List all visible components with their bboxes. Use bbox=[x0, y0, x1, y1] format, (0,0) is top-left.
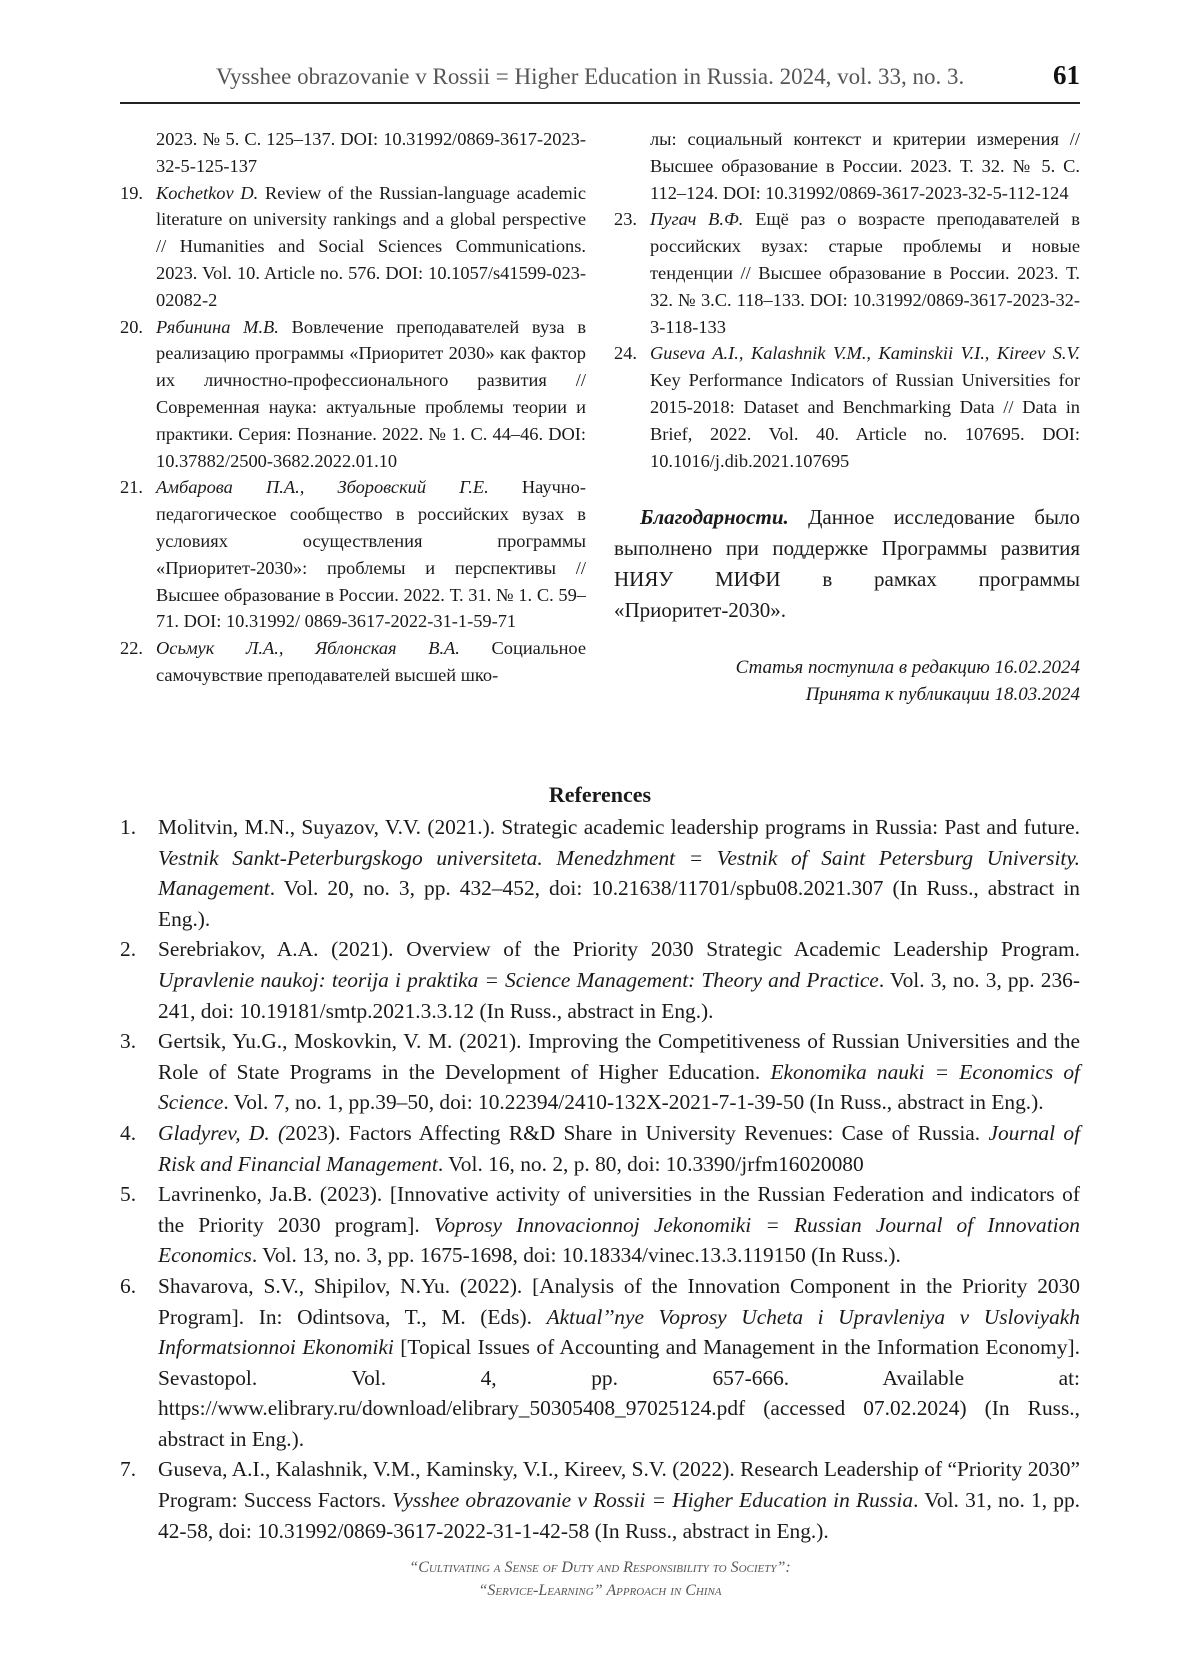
reference-en-7 bbox=[120, 1454, 1080, 1546]
reference-text: Guseva, A.I., Kalashnik, V.M., Kaminsky, V.I., Kireev, S.V. (2022). Research Leadership of “Priority 2030” Program: Success Factors. bbox=[158, 1457, 1080, 1513]
reference-details: [Topical Issues of Accounting and Management in the Information Economy]. Sevastopol. Vol. 4, pp. 657-666. Available at: https://www.elibrary.ru/download/elibrary_50305408_97025124.pdf (accessed 07.02.2024) (In Russ., abstract in Eng.). bbox=[158, 1335, 1080, 1451]
reference-text: Shavarova, S.V., Shipilov, N.Yu. (2022). [Analysis of the Innovation Component in the Priority 2030 Program]. In: Odintsova, T., M. (Eds). bbox=[158, 1273, 1080, 1329]
acknowledgment-text: Данное исследование было выполнено при поддержке Программы развития НИЯУ МИФИ в рамках программы «Приоритет-2030». bbox=[614, 505, 1080, 623]
reference-number: 7. bbox=[120, 1457, 137, 1482]
reference-source: Upravlenie naukoj: teorija i praktika = Science Management: Theory and Practice bbox=[158, 967, 879, 992]
reference-details: . Vol. 20, no. 3, pp. 432–452, doi: 10.21638/11701/spbu08.2021.307 (In Russ., abstract in Eng.). bbox=[158, 876, 1080, 931]
running-header bbox=[120, 58, 1080, 104]
reference-author: Осьмук Л.А., Яблонская В.А. bbox=[156, 638, 460, 659]
reference-author: Kochetkov D. bbox=[156, 182, 259, 203]
footer-line-2: “Service-Learning” Approach in China bbox=[478, 1582, 722, 1599]
references-list bbox=[120, 812, 1080, 1546]
reference-en-2 bbox=[120, 934, 1080, 1026]
reference-details: . Vol. 16, no. 2, p. 80, doi: 10.3390/jrfm16020080 bbox=[437, 1151, 864, 1176]
article-dates bbox=[614, 654, 1080, 708]
reference-item-21 bbox=[120, 474, 586, 635]
reference-number: 22. bbox=[120, 638, 143, 659]
reference-number: 1. bbox=[120, 815, 137, 839]
running-footer bbox=[120, 1556, 1080, 1602]
reference-author: Рябинина М.В. bbox=[156, 316, 279, 337]
footer-line-1: “Cultivating a Sense of Duty and Responsibility to Society”: bbox=[409, 1559, 791, 1576]
reference-text: Научно-педагогическое сообщество в российских вузах в условиях осуществления программы «Приоритет-2030»: проблемы и перспективы // Высшее образование в России. 2022. Т. 31. № 1. С. 59–71. DOI: 10.31992/ 0869-3617-2022-31-1-59-71 bbox=[156, 477, 587, 632]
acknowledgment-label: Благодарности. bbox=[640, 505, 789, 530]
reference-author: Guseva A.I., Kalashnik V.M., Kaminskii V.I., Kireev S.V. bbox=[650, 343, 1080, 364]
reference-number: 6. bbox=[120, 1273, 137, 1298]
reference-text: Molitvin, M.N., Suyazov, V.V. (2021.). Strategic academic leadership programs in Russia: Past and future. bbox=[158, 815, 1080, 839]
reference-text: Lavrinenko, Ja.B. (2023). [Innovative activity of universities in the Russian Federation and indicators of the Priority 2030 program]. bbox=[158, 1182, 1080, 1237]
accepted-date: Принята к публикации 18.03.2024 bbox=[805, 684, 1080, 706]
reference-item-24 bbox=[614, 340, 1080, 474]
reference-details: . Vol. 7, no. 1, pp.39–50, doi: 10.22394/2410-132X-2021-7-1-39-50 (In Russ., abstract in Eng.). bbox=[223, 1090, 1044, 1115]
reference-text: Gertsik, Yu.G., Moskovkin, V. M. (2021). Improving the Competitiveness of Russian Universities and the Role of State Programs in the Development of Higher Education. bbox=[158, 1029, 1080, 1084]
reference-item-19 bbox=[120, 180, 586, 314]
reference-text: Key Performance Indicators of Russian Universities for 2015-2018: Dataset and Benchmarking Data // Data in Brief, 2022. Vol. 40. Article no. 107695. DOI: 10.1016/j.dib.2021.107695 bbox=[650, 370, 1080, 471]
received-date: Статья поступила в редакцию 16.02.2024 bbox=[735, 657, 1080, 679]
reference-source: Vysshee obrazovanie v Rossii = Higher Education in Russia bbox=[392, 1488, 914, 1513]
reference-source: Journal of Risk and Financial Management bbox=[158, 1120, 1081, 1176]
left-column bbox=[120, 126, 586, 689]
reference-number: 3. bbox=[120, 1029, 137, 1054]
reference-number: 5. bbox=[120, 1182, 137, 1207]
reference-source: Aktual’’nye Voprosy Ucheta i Upravleniya v Usloviyakh Informatsionnoi Ekonomiki bbox=[158, 1304, 1080, 1360]
reference-text: Вовлечение преподавателей вуза в реализацию программы «Приоритет 2030» как фактор их личностно-профессионального развития // Современная наука: актуальные проблемы теории и практики. Серия: Познание. 2022. № 1. С. 44–46. DOI: 10.37882/2500-3682.2022.01.10 bbox=[156, 316, 586, 471]
reference-author: Пугач В.Ф. bbox=[650, 209, 744, 230]
journal-title: Vysshee obrazovanie v Rossii = Higher Education in Russia. 2024, vol. 33, no. 3. bbox=[216, 64, 965, 89]
reference-source: Voprosy Innovacionnoj Jekonomiki = Russian Journal of Innovation Economics bbox=[158, 1212, 1081, 1268]
reference-number: 2. bbox=[120, 937, 137, 962]
page-number: 61 bbox=[1053, 60, 1080, 90]
reference-text: Социальное самочувствие преподавателей высшей шко- bbox=[156, 638, 586, 685]
reference-number: 24. bbox=[614, 343, 637, 364]
reference-source: Ekonomika nauki = Economics of Science bbox=[158, 1059, 1080, 1115]
reference-number: 4. bbox=[120, 1120, 137, 1145]
reference-number: 19. bbox=[120, 182, 143, 203]
reference-details: . Vol. 31, no. 1, pp. 42-58, doi: 10.31992/0869-3617-2022-31-1-42-58 (In Russ., abstract in Eng.). bbox=[158, 1488, 1080, 1543]
reference-item-23 bbox=[614, 206, 1080, 340]
right-column bbox=[614, 126, 1080, 708]
reference-en-4 bbox=[120, 1118, 1080, 1179]
reference-en-3 bbox=[120, 1026, 1080, 1118]
reference-author: Амбарова П.А., Зборовский Г.Е. bbox=[156, 477, 489, 498]
reference-number: 20. bbox=[120, 316, 143, 337]
reference-number: 23. bbox=[614, 209, 637, 230]
reference-continuation: 2023. № 5. С. 125–137. DOI: 10.31992/0869-3617-2023-32-5-125-137 bbox=[156, 129, 586, 176]
reference-number: 21. bbox=[120, 477, 143, 498]
reference-source: Vestnik Sankt-Peterburgskogo universiteta. Menedzhment = Vestnik of Saint Petersburg University. Management bbox=[158, 845, 1080, 901]
reference-details: . Vol. 13, no. 3, pp. 1675-1698, doi: 10.18334/vinec.13.3.119150 (In Russ.). bbox=[251, 1243, 901, 1268]
reference-en-5 bbox=[120, 1179, 1080, 1271]
reference-en-1 bbox=[120, 812, 1080, 934]
reference-text: Review of the Russian-language academic literature on university rankings and a global perspective // Humanities and Social Sciences Communications. 2023. Vol. 10. Article no. 576. DOI: 10.1057/s41599-023-02082-2 bbox=[156, 182, 587, 310]
reference-author: Gladyrev, D. ( bbox=[158, 1120, 286, 1145]
reference-item-22 bbox=[120, 635, 586, 689]
reference-text: 2023). Factors Affecting R&D Share in University Revenues: Case of Russia. bbox=[285, 1120, 989, 1145]
references-heading: References bbox=[548, 782, 652, 807]
reference-text: Ещё раз о возрасте преподавателей в российских вузах: старые проблемы и новые тенденции // Высшее образование в России. 2023. Т. 32. № 3.С. 118–133. DOI: 10.31992/0869-3617-2023-32-3-118-133 bbox=[650, 209, 1080, 337]
reference-continuation: лы: социальный контекст и критерии измерения // Высшее образование в России. 2023. Т. 32. № 5. С. 112–124. DOI: 10.31992/0869-3617-2023-32-5-112-124 bbox=[650, 129, 1080, 203]
acknowledgment bbox=[614, 502, 1080, 626]
reference-item-20 bbox=[120, 314, 586, 475]
reference-en-6 bbox=[120, 1271, 1080, 1455]
reference-text: Serebriakov, A.A. (2021). Overview of the Priority 2030 Strategic Academic Leadership Program. bbox=[158, 937, 1080, 962]
reference-details: . Vol. 3, no. 3, pp. 236-241, doi: 10.19181/smtp.2021.3.3.12 (In Russ., abstract in Eng.). bbox=[158, 967, 1080, 1023]
